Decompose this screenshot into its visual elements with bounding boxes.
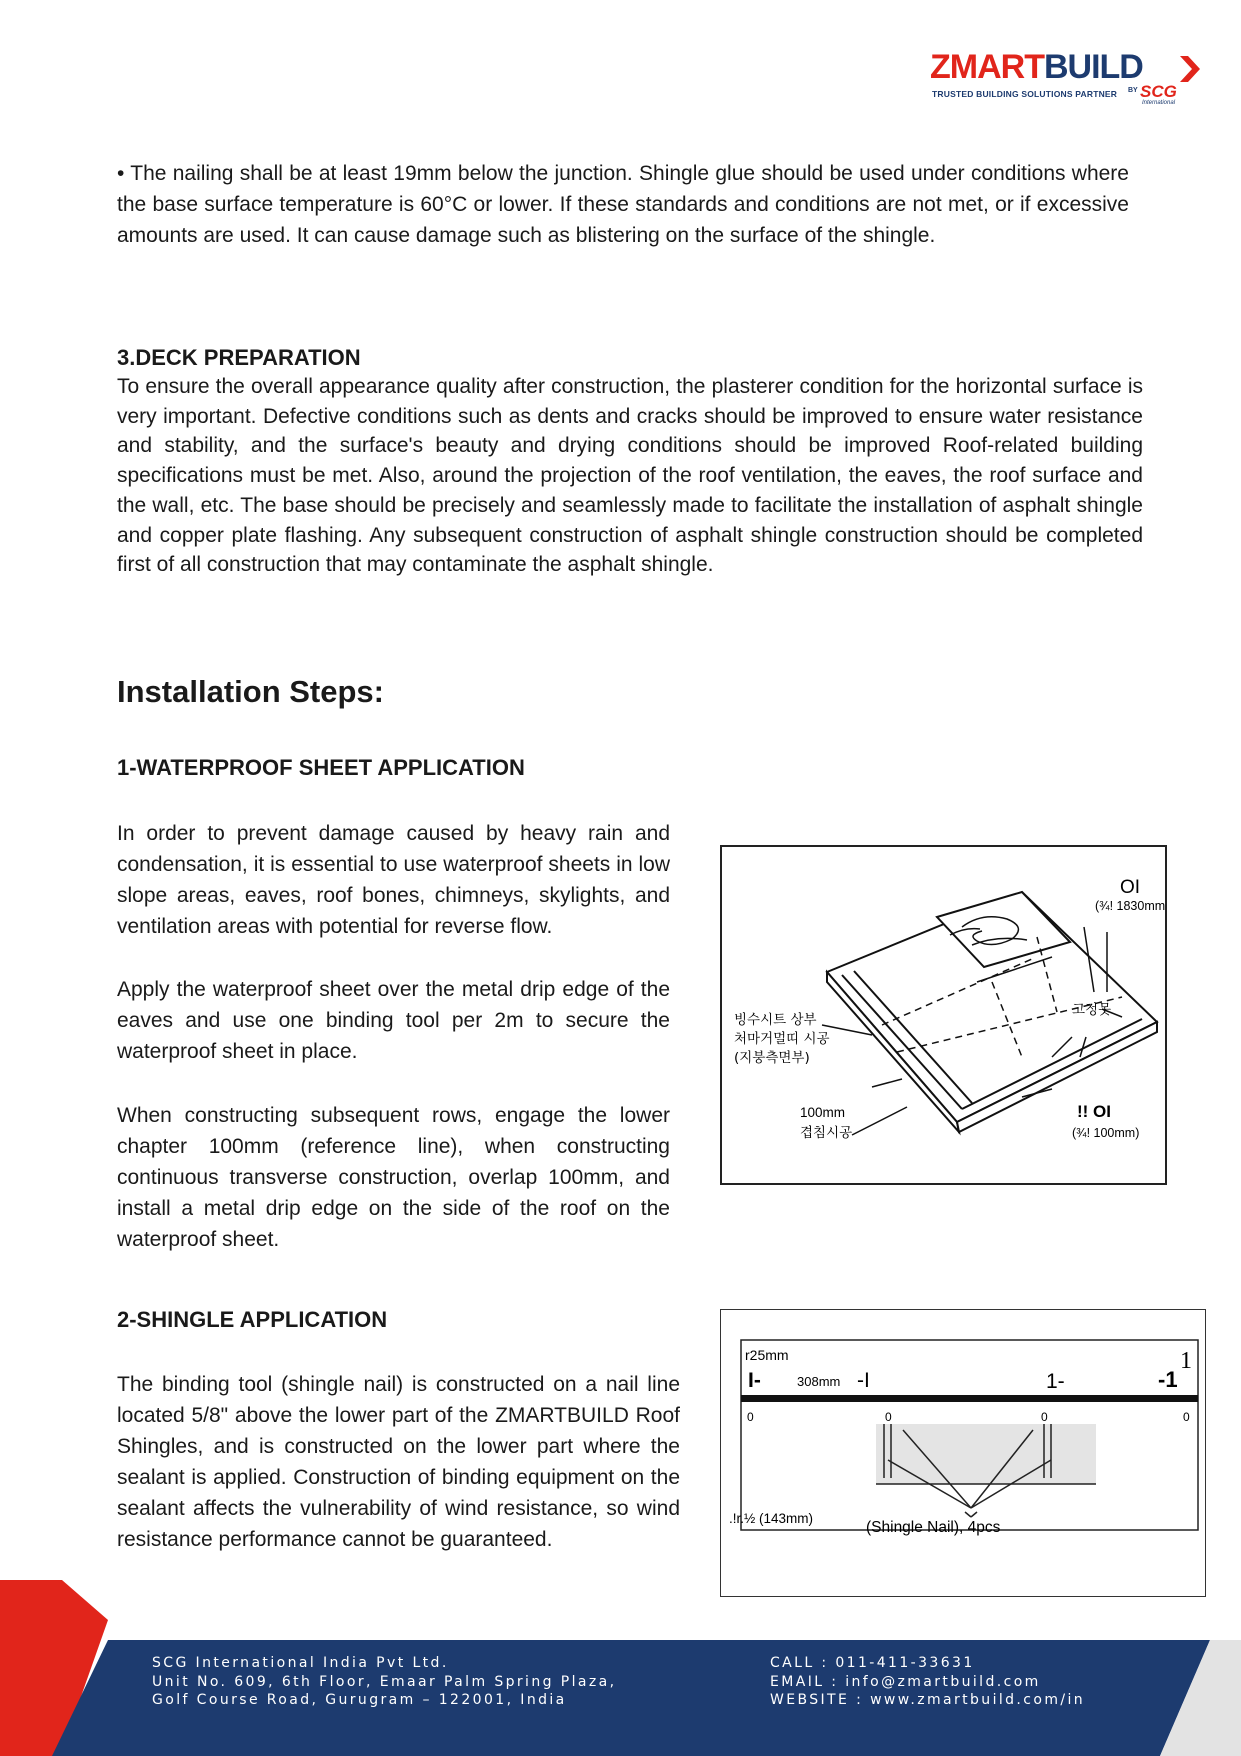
shingle-heading: 2-SHINGLE APPLICATION (117, 1307, 388, 1332)
footer-website[interactable]: WEBSITE : www.zmartbuild.com/in (770, 1692, 1086, 1708)
left-label-3: (지붕측면부) (734, 1050, 810, 1066)
footer-call: CALL : 011-411-33631 (770, 1655, 975, 1671)
waterproof-sheet-diagram (720, 845, 1167, 1185)
installation-steps-title: Installation Steps: (117, 674, 384, 709)
shingle-nail-label: (Shingle Nail), 4pcs (866, 1519, 1001, 1536)
logo-scg: SCG (1140, 82, 1177, 101)
shingle-nail-diagram (720, 1309, 1206, 1597)
footer-address-block (152, 1654, 616, 1710)
mark-superscript: 1 (1180, 1348, 1192, 1374)
waterproof-paragraph-1: In order to prevent damage caused by heavy rain and condensation, it is essential to use waterproof sheets in low slope areas, eaves, roof bones, chimneys, skylights, and ventilation areas with potential for reverse flow. (117, 822, 670, 938)
dim-25mm: r25mm (745, 1347, 789, 1363)
footer-company: SCG International India Pvt Ltd. (152, 1655, 449, 1671)
overlap-label-1: 100mm (800, 1105, 846, 1120)
footer-email[interactable]: EMAIL : info@zmartbuild.com (770, 1673, 1041, 1690)
waterproof-heading: 1-WATERPROOF SHEET APPLICATION (117, 755, 525, 780)
waterproof-diagram-drawing (722, 847, 1165, 1183)
footer-contact-block (770, 1654, 1085, 1710)
dim-143mm: .!r.½ (143mm) (729, 1511, 814, 1526)
brand-logo (930, 48, 1200, 118)
overlap-label-2: 겹침시공 (800, 1125, 853, 1141)
left-label-1: 빙수시트 상부 (734, 1012, 817, 1028)
deck-preparation-paragraph: To ensure the overall appearance quality after construction, the plasterer condition for the horizontal surface is very important. Defective conditions such as dents and cracks should be improved to ensure water resistance and stability, and the surface's beauty and drying conditions should be improved Roof-related building specifications must be met. Also, around the projection of the roof ventilation, the eaves, the roof surface and the wall, etc. The base should be precisely and seamlessly made to facilitate the installation of asphalt shingle and copper plate flashing. Any subsequent construction of asphalt shingle construction should be completed first of all construction that may contaminate the asphalt shingle. (117, 375, 1143, 577)
nailing-text: The nailing shall be at least 19mm below the junction. Shingle glue should be used under conditions where the base surface temperature is 60°C or lower. If these standards and conditions are not met, or if excessive amounts are used. It can cause damage such as blistering on the surface of the shingle. (117, 162, 1129, 247)
nail-label: 고정못 (1072, 1002, 1112, 1018)
waterproof-paragraph-3: When constructing subsequent rows, engage the lower chapter 100mm (reference line), when constructing continuous transverse construction, overlap 100mm, and install a metal drip edge on the side of the roof on the waterproof sheet. (117, 1104, 670, 1251)
nailing-bullet-paragraph (117, 158, 1129, 251)
zero-1: 0 (747, 1410, 754, 1424)
bottom-dimension: (¾! 100mm) (1072, 1126, 1140, 1140)
top-label: OI (1120, 877, 1141, 898)
logo-by: BY (1128, 87, 1138, 94)
waterproof-paragraph-2: Apply the waterproof sheet over the metal drip edge of the eaves and use one binding tool per 2m to secure the waterproof sheet in place. (117, 978, 670, 1063)
logo-wordmark: ZMARTBUILD (930, 48, 1143, 86)
mark-far: -1 (1158, 1367, 1178, 1392)
zero-4: 0 (1183, 1410, 1190, 1424)
mark-mid: -I (857, 1369, 870, 1392)
footer-address-line-1: Unit No. 609, 6th Floor, Emaar Palm Spring Plaza, (152, 1673, 617, 1690)
bullet-marker: • (117, 162, 125, 185)
logo-chevron-icon (1180, 56, 1200, 82)
logo-international: International (1142, 100, 1176, 106)
zero-3: 0 (1041, 1410, 1048, 1424)
bottom-label: !! OI (1077, 1102, 1111, 1121)
mark-right: 1- (1046, 1370, 1065, 1393)
mark-left: I- (748, 1369, 761, 1392)
zero-2: 0 (885, 1410, 892, 1424)
dim-308mm: 308mm (797, 1374, 841, 1389)
shingle-paragraph: The binding tool (shingle nail) is constructed on a nail line located 5/8" above the lower part of the ZMARTBUILD Roof Shingles, and is constructed on the lower part where the sealant is applied. Construction of binding equipment on the sealant affects the vulnerability of wind resistance, so wind resistance performance cannot be guaranteed. (117, 1373, 680, 1551)
left-label-2: 처마거멀띠 시공 (734, 1031, 830, 1047)
shingle-diagram-drawing (721, 1310, 1205, 1596)
deck-preparation-heading: 3.DECK PREPARATION (117, 345, 361, 370)
logo-tagline: TRUSTED BUILDING SOLUTIONS PARTNER (932, 89, 1118, 99)
footer-address-line-2: Golf Course Road, Gurugram – 122001, India (152, 1692, 567, 1708)
top-dimension: (¾! 1830mm) (1095, 899, 1165, 913)
